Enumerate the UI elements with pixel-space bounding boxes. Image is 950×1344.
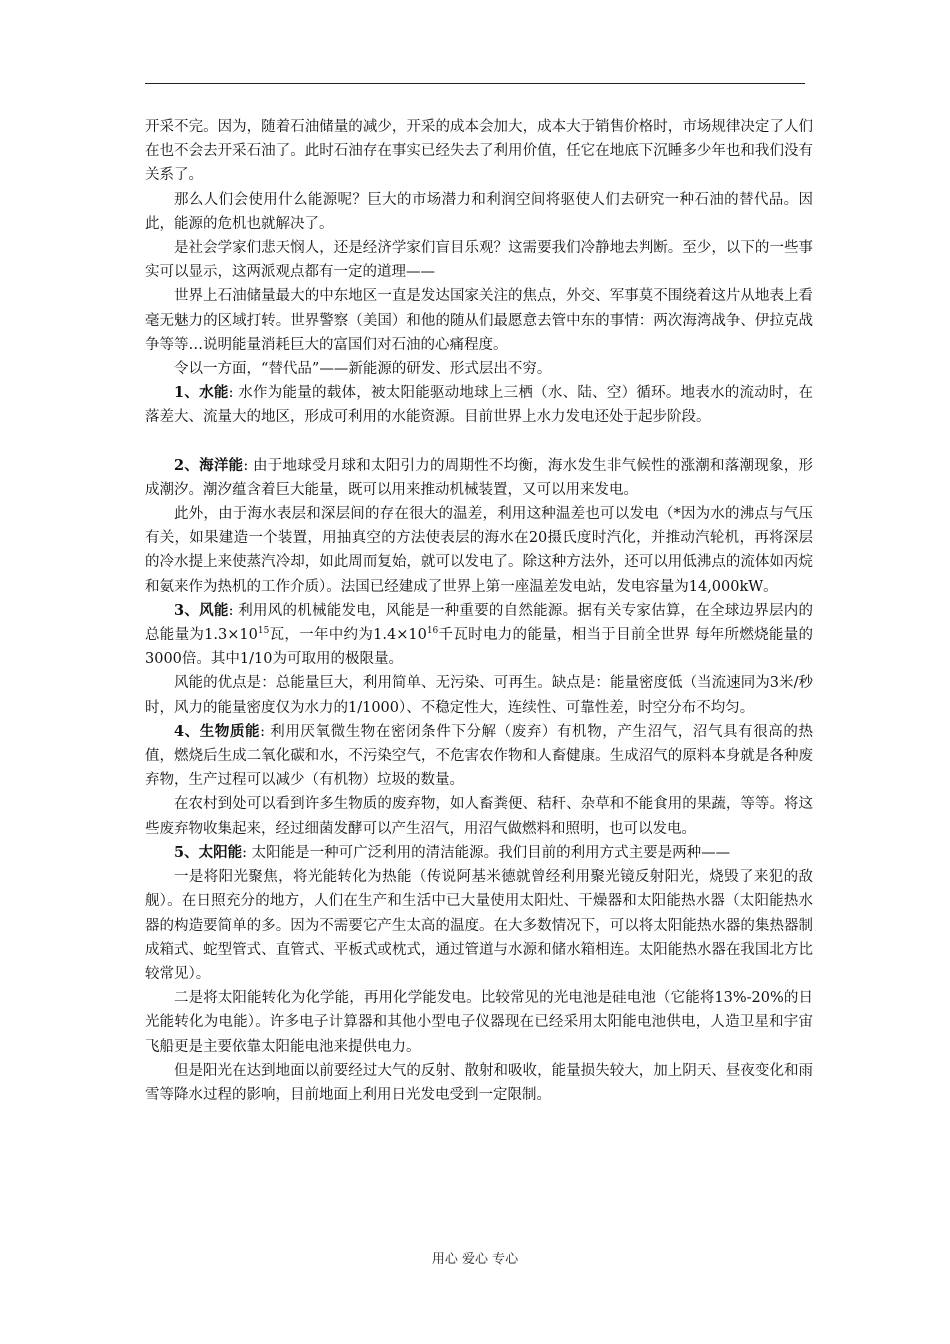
section-solar: [145, 841, 813, 865]
document-body: [145, 115, 813, 1107]
section-wind: [145, 599, 813, 672]
paragraph: 在农村到处可以看到许多生物质的废弃物，如人畜粪便、秸秆、杂草和不能食用的果蔬，等等。将这些废弃物收集起来，经过细菌发酵可以产生沼气，用沼气做燃料和照明，也可以发电。: [145, 796, 813, 837]
paragraph: 二是将太阳能转化为化学能，再用化学能发电。比较常见的光电池是硅电池（它能将13%-20%的日光能转化为电能）。许多电子计算器和其他小型电子仪器现在已经采用太阳能电池供电，人造卫星和宇宙飞船更是主要依靠太阳能电池来提供电力。: [145, 990, 813, 1055]
section-label: 3、风能: [174, 601, 229, 619]
section-text: : 利用厌氧微生物在密闭条件下分解（废弃）有机物，产生沼气，沼气具有很高的热值，燃烧后生成二氧化碳和水，不污染空气，不危害农作物和人畜健康。生成沼气的原料本身就是各种废弃物，生产过程可以减少（有机物）垃圾的数量。: [145, 723, 813, 789]
section-text: : 利用风的机械能发电，风能是一种重要的自然能源。据有关专家估算，在全球边界层内的总能量为1.3×10: [145, 602, 813, 644]
paragraph: 但是阳光在达到地面以前要经过大气的反射、散射和吸收，能量损失较大，加上阴天、昼夜变化和雨雪等降水过程的影响，目前地面上利用日光发电受到一定限制。: [145, 1062, 813, 1103]
paragraph: 世界上石油储量最大的中东地区一直是发达国家关注的焦点，外交、军事莫不围绕着这片从地表上看毫无魅力的区域打转。世界警察（美国）和他的随从们最愿意去管中东的事情：两次海湾战争、伊拉克战争等等…说明能量消耗巨大的富国们对石油的心痛程度。: [145, 288, 813, 353]
section-text: : 由于地球受月球和太阳引力的周期性不均衡，海水发生非气候性的涨潮和落潮现象，形成潮汐。潮汐蕴含着巨大能量，既可以用来推动机械装置，又可以用来发电。: [145, 457, 813, 498]
section-label: 2、海洋能: [174, 456, 244, 474]
paragraph: 是社会学家们悲天悯人，还是经济学家们盲目乐观？这需要我们冷静地去判断。至少，以下的一些事实可以显示，这两派观点都有一定的道理——: [145, 240, 813, 281]
paragraph: 那么人们会使用什么能源呢？巨大的市场潜力和利润空间将驱使人们去研究一种石油的替代品。因此，能源的危机也就解决了。: [145, 191, 813, 232]
paragraph: 令以一方面，“替代品”——新能源的研发、形式层出不穷。: [174, 361, 552, 378]
section-text: 千瓦时电力的能量，相当于目前全世界 每年所燃烧能量的3000倍。其中1/10为可取用的极限量。: [145, 627, 813, 668]
exponent: 16: [426, 626, 439, 637]
paragraph: 一是将阳光聚焦，将光能转化为热能（传说阿基米德就曾经利用聚光镜反射阳光，烧毁了来犯的敌舰）。在日照充分的地方，人们在生产和生活中已大量使用太阳灶、干燥器和太阳能热水器（太阳能热水器的构造要简单的多。因为不需要它产生太高的温度。在大多数情况下，可以将太阳能热水器的集热器制成箱式、蛇型管式、直管式、平板式或枕式，通过管道与水源和储水箱相连。太阳能热水器在我国北方比较常见）。: [145, 869, 813, 982]
section-ocean: [145, 454, 813, 502]
section-text: : 水作为能量的载体，被太阳能驱动地球上三栖（水、陆、空）循环。地表水的流动时，在落差大、流量大的地区，形成可利用的水能资源。目前世界上水力发电还处于起步阶段。: [145, 385, 813, 426]
section-text: : 太阳能是一种可广泛利用的清洁能源。我们目前的利用方式主要是两种——: [242, 844, 731, 861]
section-label: 1、水能: [174, 384, 229, 402]
section-label: 4、生物质能: [174, 722, 261, 740]
paragraph: 开采不完。因为，随着石油储量的减少，开采的成本会加大，成本大于销售价格时，市场规律决定了人们在也不会去开采石油了。此时石油存在事实已经失去了利用价值，任它在地底下沉睡多少年也和我们没有关系了。: [145, 119, 813, 184]
section-hydro: [145, 381, 813, 429]
paragraph: 风能的优点是：总能量巨大，利用简单、无污染、可再生。缺点是：能量密度低（当流速同为3米/秒时，风力的能量密度仅为水力的1/1000）、不稳定性大，连续性、可靠性差，时空分布不均匀。: [145, 675, 813, 716]
paragraph: 此外，由于海水表层和深层间的存在很大的温差，利用这种温差也可以发电（*因为水的沸点与气压有关，如果建造一个装置，用抽真空的方法使表层的海水在20摄氏度时汽化，并推动汽轮机，再将深层的冷水提上来使蒸汽冷却，如此周而复始，就可以发电了。除这种方法外，还可以用低沸点的流体如丙烷和氨来作为热机的工作介质）。法国已经建成了世界上第一座温差发电站，发电容量为14,000kW。: [145, 506, 813, 595]
section-text: 瓦，一年中约为1.4×10: [269, 627, 427, 644]
exponent: 15: [257, 626, 270, 637]
section-biomass: [145, 720, 813, 793]
header-rule: [145, 83, 805, 84]
page-footer: 用心 爱心 专心: [431, 1252, 519, 1267]
section-label: 5、太阳能: [174, 843, 243, 861]
